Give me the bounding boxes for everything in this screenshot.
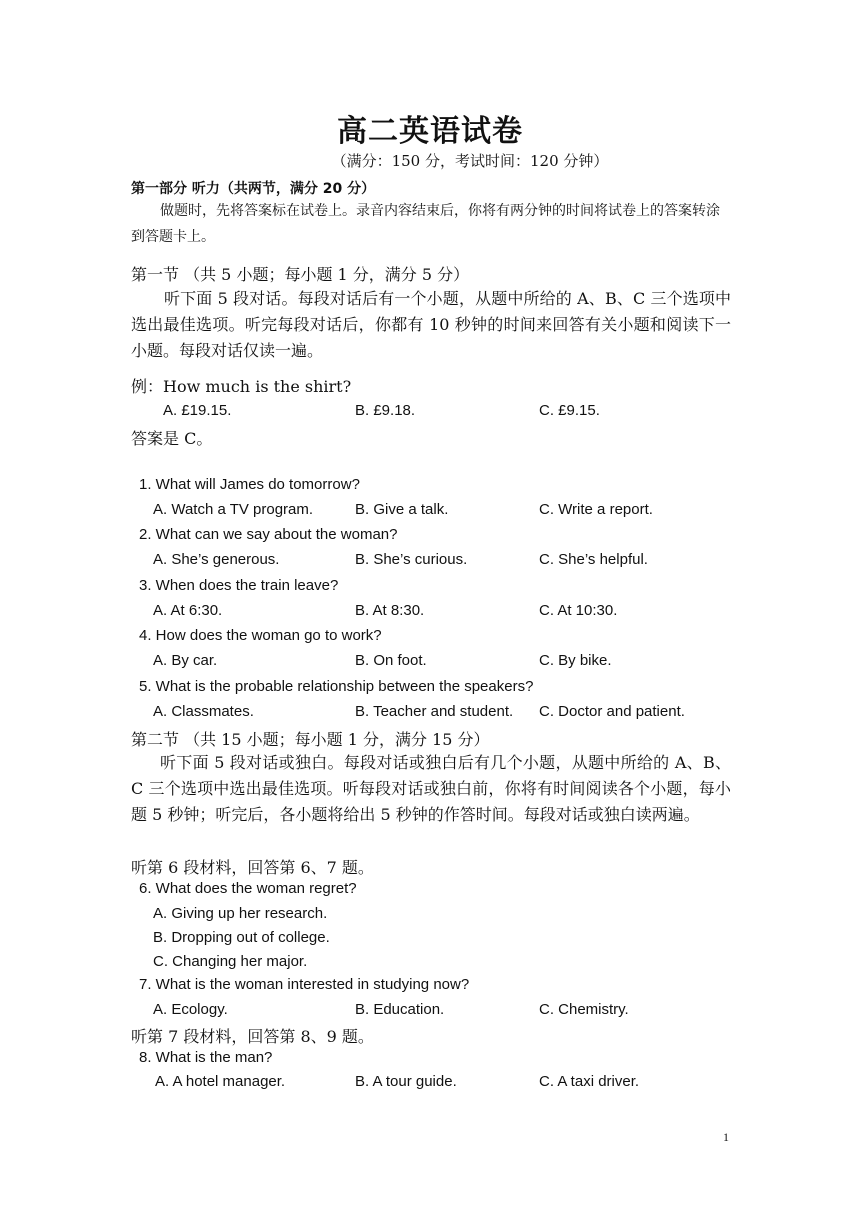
material-7-heading: 听第 7 段材料，回答第 8、9 题。 (131, 1027, 374, 1046)
question-2-option-c: C. She’s helpful. (539, 551, 648, 568)
question-1-option-c: C. Write a report. (539, 501, 653, 518)
example-answer: 答案是 C。 (131, 429, 213, 448)
question-7-option-b: B. Education. (355, 1001, 445, 1018)
question-6: 6. What does the woman regret? (139, 880, 357, 897)
question-4-option-a: A. By car. (153, 652, 218, 669)
question-3: 3. When does the train leave? (139, 577, 339, 594)
question-3-option-c: C. At 10:30. (539, 602, 618, 619)
question-1-option-b: B. Give a talk. (355, 501, 449, 518)
question-4: 4. How does the woman go to work? (139, 627, 382, 644)
question-8-option-a: A. A hotel manager. (155, 1073, 286, 1090)
section2-heading: 第二节 （共 15 小题；每小题 1 分，满分 15 分） (131, 730, 490, 749)
question-2: 2. What can we say about the woman? (139, 526, 398, 543)
question-8-option-b: B. A tour guide. (355, 1073, 457, 1090)
question-2-option-b: B. She’s curious. (355, 551, 468, 568)
page-number: 1 (723, 1130, 729, 1144)
part1-intro: 做题时，先将答案标在试卷上。录音内容结束后，你将有两分钟的时间将试卷上的答案转涂到答题卡上。 (131, 203, 720, 245)
question-7-option-a: A. Ecology. (153, 1001, 228, 1018)
section1-heading: 第一节 （共 5 小题；每小题 1 分，满分 5 分） (131, 265, 470, 284)
question-5-option-b: B. Teacher and student. (355, 703, 514, 720)
question-8-option-c: C. A taxi driver. (539, 1073, 640, 1090)
example-question: 例：How much is the shirt? (131, 377, 352, 396)
material-6-heading: 听第 6 段材料，回答第 6、7 题。 (131, 858, 374, 877)
question-7: 7. What is the woman interested in studying now? (139, 976, 470, 993)
question-6-option-b: B. Dropping out of college. (153, 929, 330, 946)
question-2-option-a: A. She’s generous. (153, 551, 280, 568)
question-3-option-a: A. At 6:30. (153, 602, 223, 619)
question-4-option-c: C. By bike. (539, 652, 612, 669)
section1-instructions: 听下面 5 段对话。每段对话后有一个小题，从题中所给的 A、B、C 三个选项中选出最佳选项。听完每段对话后，你都有 10 秒钟的时间来回答有关小题和阅读下一小题。每段对话仅读一遍。 (131, 289, 731, 360)
section2-instructions: 听下面 5 段对话或独白。每段对话或独白后有几个小题，从题中所给的 A、B、C 三个选项中选出最佳选项。听每段对话或独白前，你将有时间阅读各个小题，每小题 5 秒钟；听完后，各小题将给出 5 秒钟的作答时间。每段对话或独白读两遍。 (131, 753, 731, 824)
exam-subtitle: （满分：150 分，考试时间：120 分钟） (331, 152, 609, 170)
question-5-option-a: A. Classmates. (153, 703, 254, 720)
example-option-a: A. £19.15. (163, 402, 232, 419)
question-3-option-b: B. At 8:30. (355, 602, 425, 619)
question-5: 5. What is the probable relationship between the speakers? (139, 678, 534, 695)
part1-heading: 第一部分 听力（共两节，满分 20 分） (131, 181, 376, 197)
example-option-b: B. £9.18. (355, 402, 416, 419)
question-4-option-b: B. On foot. (355, 652, 427, 669)
example-option-c: C. £9.15. (539, 402, 600, 419)
question-6-option-a: A. Giving up her research. (153, 905, 328, 922)
question-8: 8. What is the man? (139, 1049, 273, 1066)
question-1-option-a: A. Watch a TV program. (153, 501, 314, 518)
question-5-option-c: C. Doctor and patient. (539, 703, 685, 720)
question-7-option-c: C. Chemistry. (539, 1001, 629, 1018)
question-1: 1. What will James do tomorrow? (139, 476, 360, 493)
question-6-option-c: C. Changing her major. (153, 953, 308, 970)
page-title: 高二英语试卷 (337, 114, 523, 149)
